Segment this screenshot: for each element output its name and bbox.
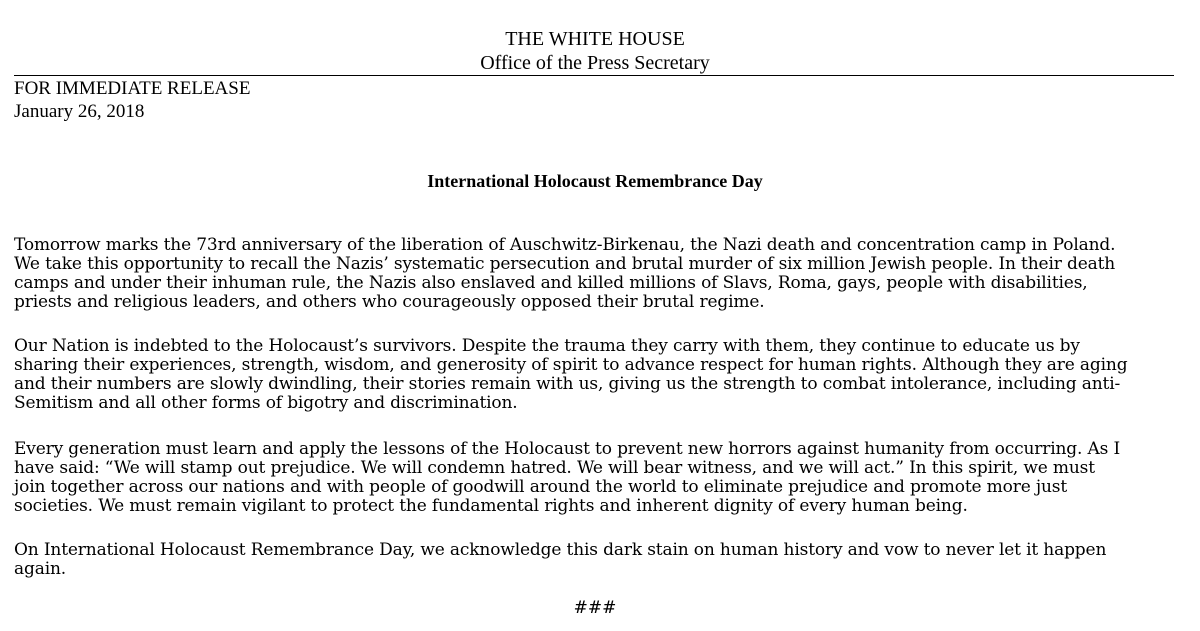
paragraph-3 [14,440,1194,516]
paragraph-line: Semitism and all other forms of bigotry and discrimination. [14,393,518,413]
paragraph-line: On International Holocaust Remembrance Day, we acknowledge this dark stain on human history and vow to never let it happen [14,540,1107,560]
paragraph-1 [14,236,1194,312]
header-org-name: THE WHITE HOUSE [505,28,685,50]
paragraph-line: camps and under their inhuman rule, the Nazis also enslaved and killed millions of Slavs, Roma, gays, people with disabilities, [14,273,1088,293]
paragraph-2 [14,337,1194,413]
release-label: FOR IMMEDIATE RELEASE [14,78,251,99]
paragraph-line: We take this opportunity to recall the Nazis’ systematic persecution and brutal murder of six million Jewish people. In their death [14,254,1116,274]
paragraph-line: Tomorrow marks the 73rd anniversary of the liberation of Auschwitz-Birkenau, the Nazi death and concentration camp in Poland. [14,235,1116,255]
paragraph-line: and their numbers are slowly dwindling, their stories remain with us, giving us the strength to combat intolerance, including anti- [14,374,1121,394]
paragraph-line: join together across our nations and with people of goodwill around the world to eliminate prejudice and promote more just [14,477,1068,497]
paragraph-line: again. [14,559,67,579]
release-date: January 26, 2018 [14,101,145,122]
paragraph-line: have said: “We will stamp out prejudice. We will condemn hatred. We will bear witness, and we will act.” In this spirit, we must [14,458,1095,478]
paragraph-line: societies. We must remain vigilant to protect the fundamental rights and inherent dignity of every human being. [14,496,968,516]
header-office-name: Office of the Press Secretary [480,52,710,74]
paragraph-line: Every generation must learn and apply the lessons of the Holocaust to prevent new horrors against humanity from occurring. As I [14,439,1121,459]
document-title: International Holocaust Remembrance Day [427,171,763,191]
paragraph-line: priests and religious leaders, and others who courageously opposed their brutal regime. [14,292,765,312]
paragraph-4 [14,541,1194,579]
end-mark: ### [573,598,617,618]
paragraph-line: Our Nation is indebted to the Holocaust’s survivors. Despite the trauma they carry with them, they continue to educate us by [14,336,1080,356]
paragraph-line: sharing their experiences, strength, wisdom, and generosity of spirit to advance respect for human rights. Although they are aging [14,355,1128,375]
header-divider [14,75,1174,76]
